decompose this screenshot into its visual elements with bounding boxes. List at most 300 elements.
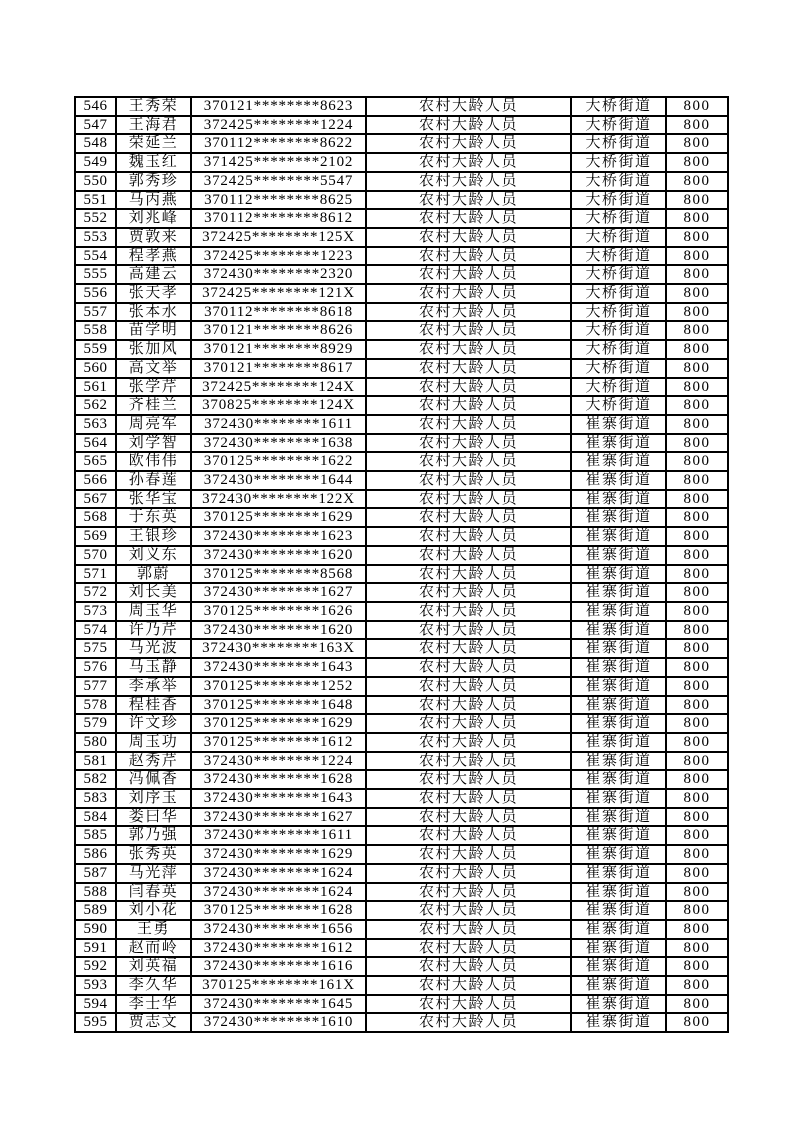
cell-index: 552 — [75, 209, 116, 228]
cell-id: 372425********1223 — [191, 247, 366, 266]
cell-category: 农村大龄人员 — [366, 696, 571, 715]
cell-name: 张加风 — [116, 340, 191, 359]
cell-id: 370125********1629 — [191, 714, 366, 733]
cell-amount: 800 — [666, 920, 728, 939]
cell-name: 闫春英 — [116, 883, 191, 902]
cell-index: 587 — [75, 864, 116, 883]
cell-street: 崔寨街道 — [571, 415, 666, 434]
cell-category: 农村大龄人员 — [366, 172, 571, 191]
table-row — [75, 826, 728, 845]
cell-amount: 800 — [666, 883, 728, 902]
cell-name: 周亮军 — [116, 415, 191, 434]
cell-category: 农村大龄人员 — [366, 191, 571, 210]
table-row — [75, 901, 728, 920]
table-row — [75, 153, 728, 172]
cell-name: 张本水 — [116, 303, 191, 322]
cell-category: 农村大龄人员 — [366, 546, 571, 565]
table-row — [75, 752, 728, 771]
cell-id: 370825********124X — [191, 396, 366, 415]
cell-category: 农村大龄人员 — [366, 228, 571, 247]
cell-amount: 800 — [666, 583, 728, 602]
cell-amount: 800 — [666, 434, 728, 453]
table-row — [75, 845, 728, 864]
cell-category: 农村大龄人员 — [366, 434, 571, 453]
cell-street: 大桥街道 — [571, 359, 666, 378]
cell-index: 554 — [75, 247, 116, 266]
cell-name: 王银珍 — [116, 527, 191, 546]
cell-id: 372430********1620 — [191, 546, 366, 565]
table-row — [75, 939, 728, 958]
cell-id: 372430********1616 — [191, 957, 366, 976]
cell-id: 370125********161X — [191, 976, 366, 995]
cell-name: 刘长美 — [116, 583, 191, 602]
cell-street: 崔寨街道 — [571, 434, 666, 453]
cell-index: 548 — [75, 134, 116, 153]
cell-category: 农村大龄人员 — [366, 864, 571, 883]
cell-id: 372430********1643 — [191, 789, 366, 808]
cell-street: 崔寨街道 — [571, 939, 666, 958]
cell-index: 553 — [75, 228, 116, 247]
cell-street: 崔寨街道 — [571, 733, 666, 752]
cell-id: 372425********125X — [191, 228, 366, 247]
cell-id: 370125********1612 — [191, 733, 366, 752]
table-row — [75, 378, 728, 397]
cell-street: 崔寨街道 — [571, 602, 666, 621]
cell-index: 592 — [75, 957, 116, 976]
cell-street: 大桥街道 — [571, 247, 666, 266]
table-row — [75, 733, 728, 752]
cell-index: 547 — [75, 116, 116, 135]
table-row — [75, 247, 728, 266]
table-row — [75, 565, 728, 584]
cell-id: 372430********1620 — [191, 621, 366, 640]
cell-category: 农村大龄人员 — [366, 789, 571, 808]
cell-id: 370125********1622 — [191, 452, 366, 471]
cell-category: 农村大龄人员 — [366, 1013, 571, 1032]
cell-amount: 800 — [666, 340, 728, 359]
cell-index: 593 — [75, 976, 116, 995]
cell-category: 农村大龄人员 — [366, 976, 571, 995]
cell-index: 573 — [75, 602, 116, 621]
cell-street: 崔寨街道 — [571, 901, 666, 920]
cell-index: 584 — [75, 808, 116, 827]
cell-street: 崔寨街道 — [571, 565, 666, 584]
cell-index: 568 — [75, 508, 116, 527]
cell-name: 李士华 — [116, 995, 191, 1014]
cell-index: 583 — [75, 789, 116, 808]
cell-id: 372430********1224 — [191, 752, 366, 771]
cell-category: 农村大龄人员 — [366, 396, 571, 415]
cell-amount: 800 — [666, 826, 728, 845]
cell-street: 崔寨街道 — [571, 957, 666, 976]
cell-amount: 800 — [666, 864, 728, 883]
cell-amount: 800 — [666, 134, 728, 153]
cell-id: 372430********1611 — [191, 826, 366, 845]
cell-id: 370121********8623 — [191, 97, 366, 116]
cell-name: 许乃芹 — [116, 621, 191, 640]
cell-amount: 800 — [666, 939, 728, 958]
cell-amount: 800 — [666, 658, 728, 677]
cell-street: 崔寨街道 — [571, 995, 666, 1014]
cell-category: 农村大龄人员 — [366, 901, 571, 920]
cell-category: 农村大龄人员 — [366, 845, 571, 864]
cell-amount: 800 — [666, 191, 728, 210]
cell-street: 大桥街道 — [571, 284, 666, 303]
cell-category: 农村大龄人员 — [366, 658, 571, 677]
cell-id: 372430********1624 — [191, 864, 366, 883]
cell-category: 农村大龄人员 — [366, 452, 571, 471]
table-row — [75, 490, 728, 509]
cell-index: 594 — [75, 995, 116, 1014]
cell-street: 大桥街道 — [571, 303, 666, 322]
cell-amount: 800 — [666, 359, 728, 378]
cell-id: 372430********2320 — [191, 265, 366, 284]
cell-amount: 800 — [666, 789, 728, 808]
cell-street: 大桥街道 — [571, 321, 666, 340]
cell-amount: 800 — [666, 602, 728, 621]
cell-index: 555 — [75, 265, 116, 284]
cell-amount: 800 — [666, 303, 728, 322]
cell-index: 556 — [75, 284, 116, 303]
cell-category: 农村大龄人员 — [366, 733, 571, 752]
cell-category: 农村大龄人员 — [366, 359, 571, 378]
cell-index: 551 — [75, 191, 116, 210]
cell-name: 郭秀珍 — [116, 172, 191, 191]
table-row — [75, 359, 728, 378]
cell-id: 372425********124X — [191, 378, 366, 397]
cell-name: 齐桂兰 — [116, 396, 191, 415]
cell-category: 农村大龄人员 — [366, 209, 571, 228]
cell-street: 崔寨街道 — [571, 920, 666, 939]
cell-category: 农村大龄人员 — [366, 134, 571, 153]
cell-street: 大桥街道 — [571, 191, 666, 210]
cell-id: 372430********1643 — [191, 658, 366, 677]
table-row — [75, 265, 728, 284]
cell-index: 559 — [75, 340, 116, 359]
cell-id: 370112********8622 — [191, 134, 366, 153]
cell-street: 崔寨街道 — [571, 452, 666, 471]
cell-street: 崔寨街道 — [571, 658, 666, 677]
cell-street: 崔寨街道 — [571, 639, 666, 658]
cell-name: 周玉华 — [116, 602, 191, 621]
cell-street: 崔寨街道 — [571, 789, 666, 808]
cell-index: 546 — [75, 97, 116, 116]
cell-index: 560 — [75, 359, 116, 378]
cell-street: 大桥街道 — [571, 134, 666, 153]
cell-amount: 800 — [666, 116, 728, 135]
cell-index: 557 — [75, 303, 116, 322]
cell-street: 崔寨街道 — [571, 696, 666, 715]
cell-index: 561 — [75, 378, 116, 397]
table-row — [75, 340, 728, 359]
cell-id: 372425********121X — [191, 284, 366, 303]
table-row — [75, 191, 728, 210]
table-row — [75, 303, 728, 322]
cell-name: 刘学智 — [116, 434, 191, 453]
cell-name: 冯佩香 — [116, 770, 191, 789]
cell-id: 370121********8626 — [191, 321, 366, 340]
cell-amount: 800 — [666, 957, 728, 976]
cell-street: 崔寨街道 — [571, 808, 666, 827]
table-row — [75, 583, 728, 602]
cell-amount: 800 — [666, 770, 728, 789]
cell-street: 大桥街道 — [571, 97, 666, 116]
cell-name: 刘序玉 — [116, 789, 191, 808]
table-row — [75, 920, 728, 939]
cell-category: 农村大龄人员 — [366, 527, 571, 546]
cell-id: 370112********8625 — [191, 191, 366, 210]
cell-name: 刘英福 — [116, 957, 191, 976]
cell-name: 张华宝 — [116, 490, 191, 509]
cell-id: 370125********8568 — [191, 565, 366, 584]
subsidy-roster-table — [74, 96, 729, 1033]
table-row — [75, 134, 728, 153]
cell-name: 贾敦来 — [116, 228, 191, 247]
cell-index: 566 — [75, 471, 116, 490]
cell-index: 567 — [75, 490, 116, 509]
cell-amount: 800 — [666, 490, 728, 509]
cell-category: 农村大龄人员 — [366, 378, 571, 397]
cell-amount: 800 — [666, 639, 728, 658]
cell-name: 张秀英 — [116, 845, 191, 864]
cell-id: 372430********1644 — [191, 471, 366, 490]
cell-street: 大桥街道 — [571, 265, 666, 284]
cell-street: 崔寨街道 — [571, 752, 666, 771]
table-row — [75, 957, 728, 976]
table-row — [75, 97, 728, 116]
cell-index: 571 — [75, 565, 116, 584]
cell-id: 372425********5547 — [191, 172, 366, 191]
table-row — [75, 452, 728, 471]
cell-name: 贾志文 — [116, 1013, 191, 1032]
cell-street: 大桥街道 — [571, 153, 666, 172]
cell-name: 马玉静 — [116, 658, 191, 677]
cell-name: 马光萍 — [116, 864, 191, 883]
cell-name: 周玉功 — [116, 733, 191, 752]
cell-amount: 800 — [666, 415, 728, 434]
cell-id: 372430********163X — [191, 639, 366, 658]
cell-amount: 800 — [666, 508, 728, 527]
table-row — [75, 172, 728, 191]
cell-category: 农村大龄人员 — [366, 247, 571, 266]
cell-category: 农村大龄人员 — [366, 265, 571, 284]
cell-street: 崔寨街道 — [571, 770, 666, 789]
cell-amount: 800 — [666, 845, 728, 864]
cell-amount: 800 — [666, 565, 728, 584]
cell-street: 崔寨街道 — [571, 714, 666, 733]
cell-name: 魏玉红 — [116, 153, 191, 172]
cell-name: 程桂香 — [116, 696, 191, 715]
table-row — [75, 639, 728, 658]
cell-category: 农村大龄人员 — [366, 583, 571, 602]
cell-name: 赵而岭 — [116, 939, 191, 958]
table-row — [75, 883, 728, 902]
cell-category: 农村大龄人员 — [366, 770, 571, 789]
cell-id: 371425********2102 — [191, 153, 366, 172]
cell-category: 农村大龄人员 — [366, 340, 571, 359]
cell-street: 崔寨街道 — [571, 471, 666, 490]
cell-amount: 800 — [666, 714, 728, 733]
cell-amount: 800 — [666, 97, 728, 116]
cell-category: 农村大龄人员 — [366, 826, 571, 845]
cell-street: 崔寨街道 — [571, 527, 666, 546]
cell-index: 579 — [75, 714, 116, 733]
cell-index: 565 — [75, 452, 116, 471]
cell-index: 585 — [75, 826, 116, 845]
cell-name: 王海君 — [116, 116, 191, 135]
cell-index: 570 — [75, 546, 116, 565]
cell-name: 郭乃强 — [116, 826, 191, 845]
cell-index: 576 — [75, 658, 116, 677]
cell-amount: 800 — [666, 209, 728, 228]
table-row — [75, 434, 728, 453]
cell-name: 孙春莲 — [116, 471, 191, 490]
table-row — [75, 527, 728, 546]
cell-name: 李承举 — [116, 677, 191, 696]
cell-id: 372425********1224 — [191, 116, 366, 135]
table-row — [75, 415, 728, 434]
cell-index: 564 — [75, 434, 116, 453]
table-row — [75, 209, 728, 228]
cell-name: 于东英 — [116, 508, 191, 527]
table-row — [75, 116, 728, 135]
cell-name: 马丙燕 — [116, 191, 191, 210]
cell-id: 372430********1627 — [191, 583, 366, 602]
cell-index: 562 — [75, 396, 116, 415]
cell-index: 578 — [75, 696, 116, 715]
cell-name: 马光波 — [116, 639, 191, 658]
cell-name: 张天孝 — [116, 284, 191, 303]
cell-id: 372430********1656 — [191, 920, 366, 939]
cell-category: 农村大龄人员 — [366, 303, 571, 322]
table-row — [75, 508, 728, 527]
cell-id: 370125********1629 — [191, 508, 366, 527]
cell-id: 372430********122X — [191, 490, 366, 509]
cell-amount: 800 — [666, 546, 728, 565]
cell-street: 大桥街道 — [571, 378, 666, 397]
cell-category: 农村大龄人员 — [366, 639, 571, 658]
cell-street: 崔寨街道 — [571, 883, 666, 902]
cell-category: 农村大龄人员 — [366, 883, 571, 902]
cell-index: 549 — [75, 153, 116, 172]
cell-amount: 800 — [666, 172, 728, 191]
cell-index: 589 — [75, 901, 116, 920]
table-row — [75, 546, 728, 565]
cell-index: 574 — [75, 621, 116, 640]
cell-street: 大桥街道 — [571, 116, 666, 135]
cell-street: 大桥街道 — [571, 340, 666, 359]
cell-name: 苗学明 — [116, 321, 191, 340]
cell-id: 370121********8617 — [191, 359, 366, 378]
cell-category: 农村大龄人员 — [366, 752, 571, 771]
cell-street: 崔寨街道 — [571, 677, 666, 696]
cell-category: 农村大龄人员 — [366, 714, 571, 733]
cell-id: 372430********1629 — [191, 845, 366, 864]
cell-category: 农村大龄人员 — [366, 116, 571, 135]
cell-category: 农村大龄人员 — [366, 415, 571, 434]
cell-amount: 800 — [666, 733, 728, 752]
cell-id: 370125********1628 — [191, 901, 366, 920]
cell-name: 刘义东 — [116, 546, 191, 565]
cell-index: 550 — [75, 172, 116, 191]
cell-index: 591 — [75, 939, 116, 958]
table-row — [75, 321, 728, 340]
cell-id: 372430********1645 — [191, 995, 366, 1014]
cell-name: 高文举 — [116, 359, 191, 378]
cell-amount: 800 — [666, 153, 728, 172]
table-row — [75, 284, 728, 303]
cell-id: 370121********8929 — [191, 340, 366, 359]
cell-amount: 800 — [666, 901, 728, 920]
table-row — [75, 789, 728, 808]
cell-amount: 800 — [666, 808, 728, 827]
cell-amount: 800 — [666, 247, 728, 266]
cell-id: 370125********1252 — [191, 677, 366, 696]
cell-category: 农村大龄人员 — [366, 508, 571, 527]
cell-category: 农村大龄人员 — [366, 920, 571, 939]
cell-name: 许文珍 — [116, 714, 191, 733]
cell-name: 赵秀芹 — [116, 752, 191, 771]
cell-index: 569 — [75, 527, 116, 546]
table-row — [75, 808, 728, 827]
table-row — [75, 995, 728, 1014]
cell-category: 农村大龄人员 — [366, 490, 571, 509]
cell-category: 农村大龄人员 — [366, 471, 571, 490]
cell-index: 577 — [75, 677, 116, 696]
cell-amount: 800 — [666, 752, 728, 771]
cell-index: 590 — [75, 920, 116, 939]
table-row — [75, 396, 728, 415]
cell-id: 370112********8612 — [191, 209, 366, 228]
cell-category: 农村大龄人员 — [366, 153, 571, 172]
cell-category: 农村大龄人员 — [366, 565, 571, 584]
cell-index: 586 — [75, 845, 116, 864]
table-row — [75, 864, 728, 883]
cell-id: 372430********1628 — [191, 770, 366, 789]
cell-category: 农村大龄人员 — [366, 621, 571, 640]
cell-id: 370125********1648 — [191, 696, 366, 715]
cell-amount: 800 — [666, 696, 728, 715]
table-row — [75, 976, 728, 995]
cell-street: 崔寨街道 — [571, 621, 666, 640]
cell-amount: 800 — [666, 396, 728, 415]
cell-id: 372430********1623 — [191, 527, 366, 546]
cell-amount: 800 — [666, 228, 728, 247]
cell-id: 372430********1624 — [191, 883, 366, 902]
cell-name: 高建云 — [116, 265, 191, 284]
cell-category: 农村大龄人员 — [366, 939, 571, 958]
cell-name: 王秀荣 — [116, 97, 191, 116]
cell-street: 崔寨街道 — [571, 583, 666, 602]
cell-street: 崔寨街道 — [571, 508, 666, 527]
cell-name: 王勇 — [116, 920, 191, 939]
cell-street: 大桥街道 — [571, 228, 666, 247]
cell-index: 575 — [75, 639, 116, 658]
cell-street: 大桥街道 — [571, 209, 666, 228]
cell-id: 370112********8618 — [191, 303, 366, 322]
cell-id: 372430********1612 — [191, 939, 366, 958]
cell-amount: 800 — [666, 452, 728, 471]
cell-amount: 800 — [666, 471, 728, 490]
cell-street: 崔寨街道 — [571, 826, 666, 845]
cell-amount: 800 — [666, 1013, 728, 1032]
cell-street: 大桥街道 — [571, 172, 666, 191]
cell-amount: 800 — [666, 321, 728, 340]
cell-street: 大桥街道 — [571, 396, 666, 415]
cell-name: 郭蔚 — [116, 565, 191, 584]
cell-name: 欧伟伟 — [116, 452, 191, 471]
table-row — [75, 714, 728, 733]
